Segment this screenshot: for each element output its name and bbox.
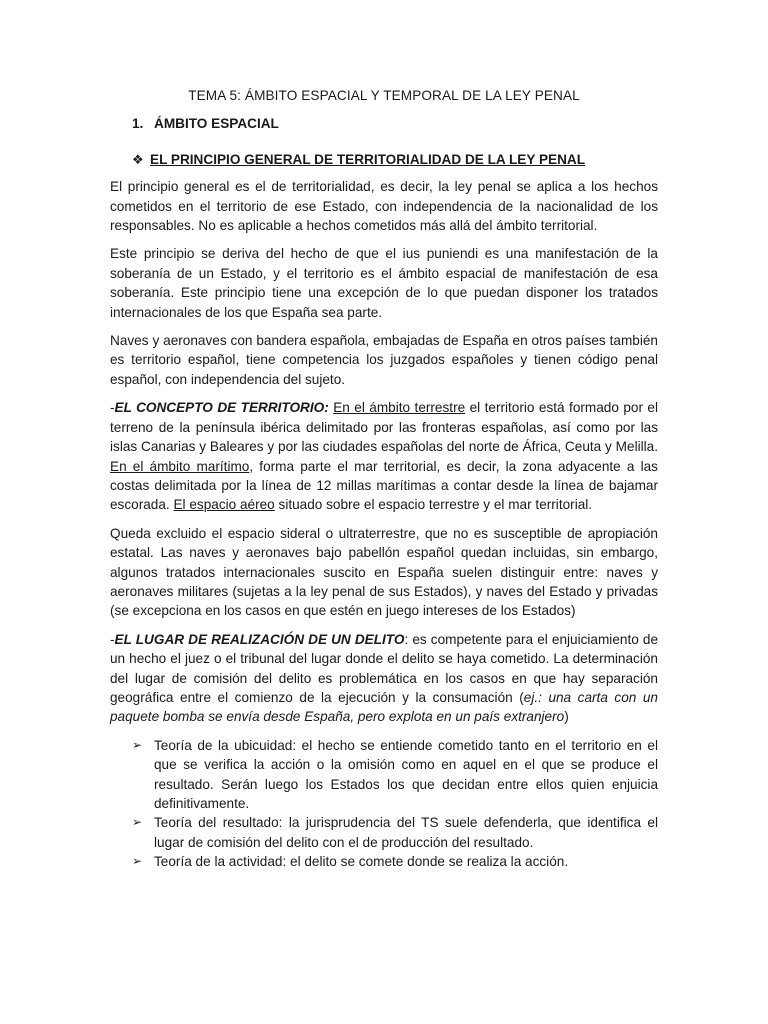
lugar-realizacion-label: EL LUGAR DE REALIZACIÓN DE UN DELITO	[114, 631, 405, 647]
ambito-terrestre-underline: En el ámbito terrestre	[333, 400, 466, 416]
document-title: TEMA 5: ÁMBITO ESPACIAL Y TEMPORAL DE LA LEY PENAL	[188, 88, 580, 103]
theories-list	[132, 736, 658, 872]
subsection-title: EL PRINCIPIO GENERAL DE TERRITORIALIDAD DE LA LEY PENAL	[150, 151, 586, 167]
ambito-maritimo-underline: En el ámbito marítimo	[110, 458, 250, 474]
subsection-heading	[132, 150, 658, 169]
paragraph-naves-aeronaves: Naves y aeronaves con bandera española, embajadas de España en otros países también es territorio español, tiene competencia los juzgados españoles y tienen código penal español, con independencia del sujeto.	[110, 333, 658, 387]
theory-text: Teoría de la actividad: el delito se comete donde se realiza la acción.	[154, 854, 569, 870]
diamond-bullet-icon: ❖	[132, 151, 144, 167]
arrow-bullet-icon: ➢	[132, 815, 143, 830]
section-number: 1.	[132, 116, 144, 132]
espacio-aereo-underline: El espacio aéreo	[173, 497, 275, 513]
concepto-territorio-label: EL CONCEPTO DE TERRITORIO:	[114, 400, 329, 416]
paragraph-lugar-realizacion: -EL LUGAR DE REALIZACIÓN DE UN DELITO: es competente para el enjuiciamiento de un hecho el juez o el tribunal del lugar donde el delito se haya cometido. La determinación del lugar de comisión del delito es problemática en los casos en que hay separación geográfica entre el comienzo de la ejecución y la consumación (ej.: una carta con un paquete bomba se envía desde España, pero explota en un país extranjero)	[110, 631, 659, 725]
section-heading	[132, 114, 658, 133]
list-item	[132, 736, 658, 814]
list-item	[132, 852, 658, 871]
paragraph-territoriality: El principio general es el de territorialidad, es decir, la ley penal se aplica a los hechos cometidos en el territorio de ese Estado, con independencia de la nacionalidad de los responsables. No es aplicable a hechos cometidos más allá del ámbito territorial.	[110, 179, 658, 234]
paragraph-concepto-territorio: -EL CONCEPTO DE TERRITORIO: En el ámbito terrestre el territorio está formado por el terreno de la península ibérica delimitado por las fronteras españolas, así como por las islas Canarias y Baleares y por las ciudades españolas del norte de África, Ceuta y Melilla. En el ámbito marítimo, forma parte el mar territorial, es decir, la zona adyacente a las costas delimitada por la línea de 12 millas marítimas a contar desde la línea de bajamar escorada. El espacio aéreo situado sobre el espacio terrestre y el mar territorial.	[110, 400, 659, 513]
list-item	[132, 813, 658, 852]
paragraph-espacio-sideral: Queda excluido el espacio sideral o ultraterrestre, que no es susceptible de apropiación estatal. Las naves y aeronaves bajo pabellón español quedan incluidas, sin embargo, algunos tratados internacionales suscito en España suelen distinguir entre: naves y aeronaves militares (sujetas a la ley penal de sus Estados), y naves del Estado y privadas (se excepciona en los casos en que estén en juego intereses de los Estados)	[110, 525, 658, 619]
example-text: ej.: una carta con un paquete bomba se envía desde España, pero explota en un país extranjero	[110, 689, 658, 725]
arrow-bullet-icon: ➢	[132, 854, 143, 869]
arrow-bullet-icon: ➢	[132, 737, 143, 752]
theory-text: Teoría de la ubicuidad: el hecho se entiende cometido tanto en el territorio en el que se verifica la acción o la omisión como en aquel en el que se produce el resultado. Serán luego los Estados los que decidan entre ellos quien enjuicia definitivamente.	[154, 737, 658, 811]
dash: -	[110, 631, 115, 647]
dash: -	[110, 400, 115, 416]
section-title: ÁMBITO ESPACIAL	[154, 116, 279, 132]
paragraph-ius-puniendi: Este principio se deriva del hecho de que el ius puniendi es una manifestación de la soberanía de un Estado, y el territorio es el ámbito espacial de manifestación de esa soberanía. Este principio tiene una excepción de lo que puedan disponer los tratados internacionales de los que España sea parte.	[110, 246, 658, 320]
document-page	[110, 86, 658, 872]
theory-text: Teoría del resultado: la jurisprudencia del TS suele defenderla, que identifica el lugar de comisión del delito con el de producción del resultado.	[154, 815, 658, 850]
